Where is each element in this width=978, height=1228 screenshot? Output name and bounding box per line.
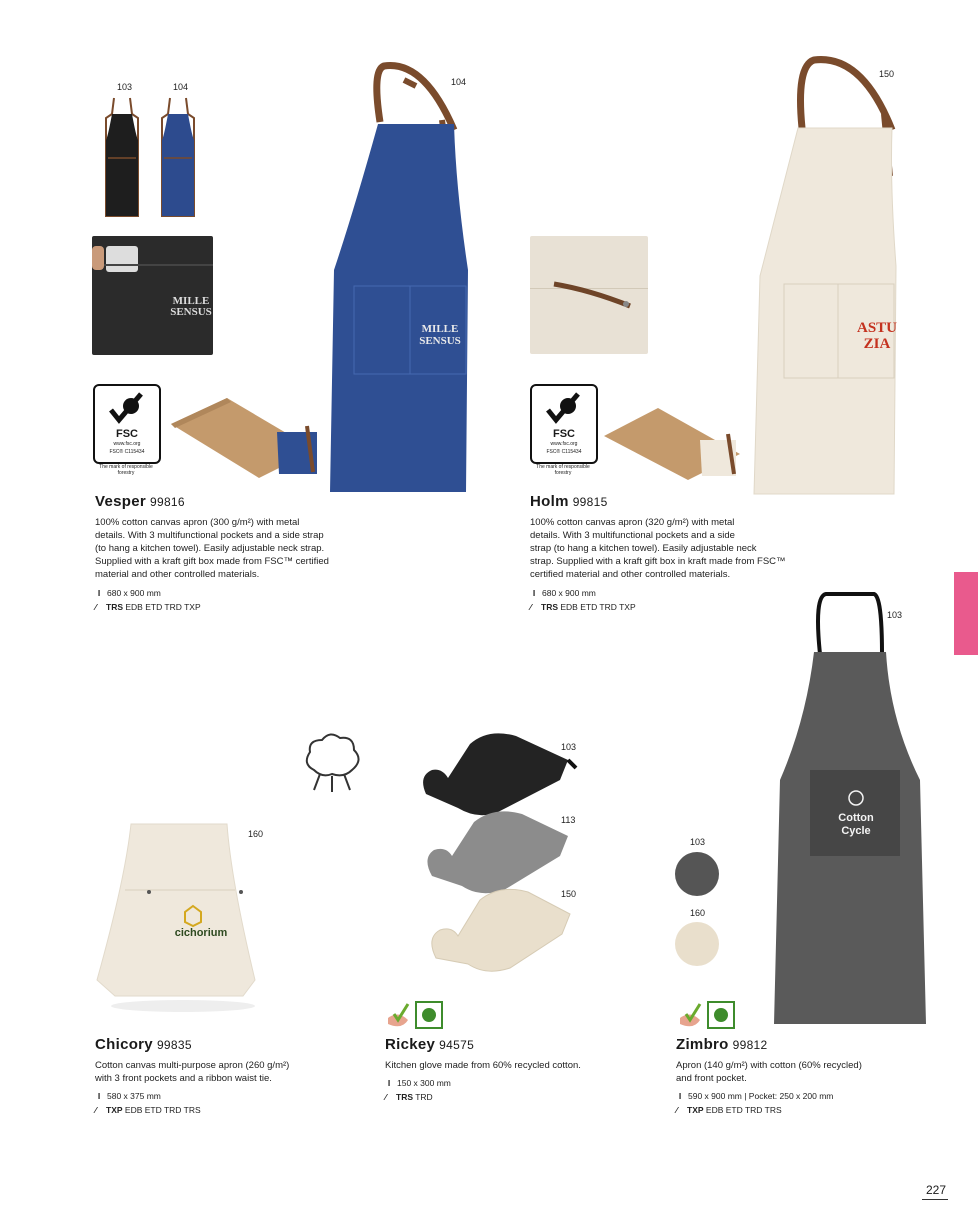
- code-label: 150: [879, 69, 895, 79]
- apron-photo-blue: [324, 60, 470, 496]
- product-ref: 99812: [732, 1038, 768, 1052]
- print-techniques: [385, 1091, 433, 1104]
- print-rest: EDB ETD TRD TXP: [125, 602, 201, 612]
- product-title: [95, 1036, 192, 1053]
- desc-line: material and other controlled materials.: [95, 569, 260, 580]
- dimension-icon: I: [678, 1091, 682, 1101]
- apron-photo-natural: [752, 56, 898, 496]
- code-label: 104: [451, 77, 467, 87]
- product-description: [95, 516, 355, 581]
- product-description: [95, 1059, 335, 1085]
- page-number-rule: [922, 1199, 948, 1200]
- pen-icon: ⁄: [95, 602, 97, 612]
- print-rest: EDB ETD TRD TXP: [560, 602, 636, 612]
- desc-line: certified material and other controlled materials.: [530, 569, 731, 580]
- product-size: [676, 1090, 833, 1103]
- print-main: TRS: [396, 1092, 413, 1102]
- desc-line: and front pocket.: [676, 1073, 747, 1084]
- product-title: [385, 1036, 474, 1053]
- print-techniques: [95, 1104, 201, 1117]
- recycled-leaf-icon: [676, 1000, 738, 1030]
- kraft-gift-box: [167, 392, 327, 482]
- svg-text:ASTU: ASTU: [856, 320, 898, 336]
- desc-line: details. With 3 multifunctional pockets and a side strap: [95, 530, 324, 541]
- section-tab: [954, 572, 978, 655]
- product-size: [385, 1077, 451, 1090]
- product-title: [676, 1036, 768, 1053]
- print-rest: EDB ETD TRD TRS: [124, 1105, 201, 1115]
- waist-apron-photo: [95, 820, 265, 1020]
- code-label: 103: [887, 610, 903, 620]
- tree-check-icon: [107, 390, 147, 426]
- desc-line: Supplied with a kraft gift box made from FSC™ certified: [95, 556, 329, 567]
- print-main: TRS: [541, 602, 558, 612]
- fsc-logo: [93, 384, 161, 464]
- print-main: TRS: [106, 602, 123, 612]
- product-size: [95, 587, 161, 600]
- fsc-logo: [530, 384, 598, 464]
- pen-icon: ⁄: [676, 1105, 678, 1115]
- pen-icon: ⁄: [530, 602, 532, 612]
- print-main: TXP: [106, 1105, 123, 1115]
- product-size: [530, 587, 596, 600]
- svg-text:ZIA: ZIA: [863, 336, 891, 352]
- product-ref: 99835: [156, 1038, 192, 1052]
- product-ref: 94575: [439, 1038, 475, 1052]
- size-value: 150 x 300 mm: [397, 1078, 451, 1088]
- product-name: Holm: [530, 493, 569, 510]
- print-techniques: [676, 1104, 782, 1117]
- svg-text:SENSUS: SENSUS: [419, 335, 461, 347]
- product-ref: 99816: [150, 495, 185, 509]
- size-value: 590 x 900 mm | Pocket: 250 x 200 mm: [688, 1091, 834, 1101]
- print-main: TXP: [687, 1105, 704, 1115]
- fsc-label: FSC: [553, 428, 575, 440]
- svg-text:Cycle: Cycle: [841, 825, 871, 837]
- code-label: 103: [561, 742, 577, 752]
- fsc-caption: The mark of responsible forestry: [99, 464, 153, 476]
- product-description: [676, 1059, 916, 1085]
- product-title: [530, 493, 608, 510]
- product-title: [95, 493, 185, 510]
- code-label: 103: [690, 837, 706, 847]
- size-value: 680 x 900 mm: [542, 588, 596, 598]
- apron-thumbnail-black: [102, 96, 142, 220]
- tree-check-icon: [544, 390, 584, 426]
- apron-photo-grey: [770, 590, 930, 1030]
- product-description: [530, 516, 790, 581]
- strap-closeup-photo: [530, 236, 648, 354]
- product-size: [95, 1090, 161, 1103]
- svg-text:MILLE: MILLE: [421, 323, 459, 335]
- desc-line: strap (to hang a kitchen towel). Easily adjustable neck: [530, 543, 757, 554]
- pocket-closeup-photo: [92, 236, 213, 355]
- page-number: 227: [926, 1183, 947, 1197]
- fsc-site: www.fsc.org: [550, 441, 578, 447]
- kraft-gift-box: [600, 400, 750, 484]
- print-techniques: [95, 601, 201, 614]
- fsc-label: FSC: [116, 428, 138, 440]
- fsc-caption: The mark of responsible forestry: [536, 464, 590, 476]
- fsc-licence: FSC® C115434: [109, 449, 145, 455]
- pen-icon: ⁄: [385, 1092, 387, 1102]
- desc-line: Kitchen glove made from 60% recycled cotton.: [385, 1060, 581, 1071]
- code-label: 160: [690, 908, 706, 918]
- product-ref: 99815: [572, 495, 608, 509]
- svg-text:Cotton: Cotton: [838, 812, 874, 824]
- desc-line: Apron (140 g/m²) with cotton (60% recycled): [676, 1060, 862, 1071]
- size-value: 680 x 900 mm: [107, 588, 161, 598]
- color-swatch-natural: [675, 922, 719, 966]
- code-label: 104: [173, 82, 189, 92]
- color-swatch-grey: [675, 852, 719, 896]
- print-rest: EDB ETD TRD TRS: [705, 1105, 782, 1115]
- product-description: [385, 1059, 625, 1072]
- fsc-site: www.fsc.org: [113, 441, 141, 447]
- product-name: Zimbro: [676, 1036, 729, 1053]
- dimension-icon: I: [97, 588, 101, 598]
- dimension-icon: I: [532, 588, 536, 598]
- brand-logo-print: MILLE SENSUS: [170, 295, 212, 318]
- desc-line: with 3 front pockets and a ribbon waist tie.: [95, 1073, 272, 1084]
- print-rest: TRD: [415, 1092, 433, 1102]
- fsc-licence: FSC® C115434: [546, 449, 582, 455]
- desc-line: Cotton canvas multi-purpose apron (260 g/m²): [95, 1060, 290, 1071]
- code-label: 103: [117, 82, 133, 92]
- cotton-flower-icon: [300, 730, 364, 796]
- desc-line: 100% cotton canvas apron (300 g/m²) with metal: [95, 517, 300, 528]
- desc-line: (to hang a kitchen towel). Easily adjustable neck strap.: [95, 543, 325, 554]
- dimension-icon: I: [97, 1091, 101, 1101]
- svg-text:cichorium: cichorium: [174, 927, 228, 939]
- desc-line: 100% cotton canvas apron (320 g/m²) with metal: [530, 517, 735, 528]
- product-name: Chicory: [95, 1036, 153, 1053]
- code-label: 113: [561, 815, 576, 825]
- dimension-icon: I: [387, 1078, 391, 1088]
- leather-strap: [550, 270, 640, 320]
- code-label: 150: [561, 889, 577, 899]
- product-name: Rickey: [385, 1036, 436, 1053]
- apron-thumbnail-blue: [158, 96, 198, 220]
- size-value: 580 x 375 mm: [107, 1091, 161, 1101]
- recycled-leaf-icon: [384, 1000, 446, 1030]
- pen-icon: ⁄: [95, 1105, 97, 1115]
- oven-gloves-photo: [418, 724, 580, 982]
- code-label: 160: [248, 829, 264, 839]
- desc-line: details. With 3 multifunctional pockets and a side: [530, 530, 735, 541]
- desc-line: strap. Supplied with a kraft gift box in kraft made from FSC™: [530, 556, 786, 567]
- product-name: Vesper: [95, 493, 147, 510]
- print-techniques: [530, 601, 636, 614]
